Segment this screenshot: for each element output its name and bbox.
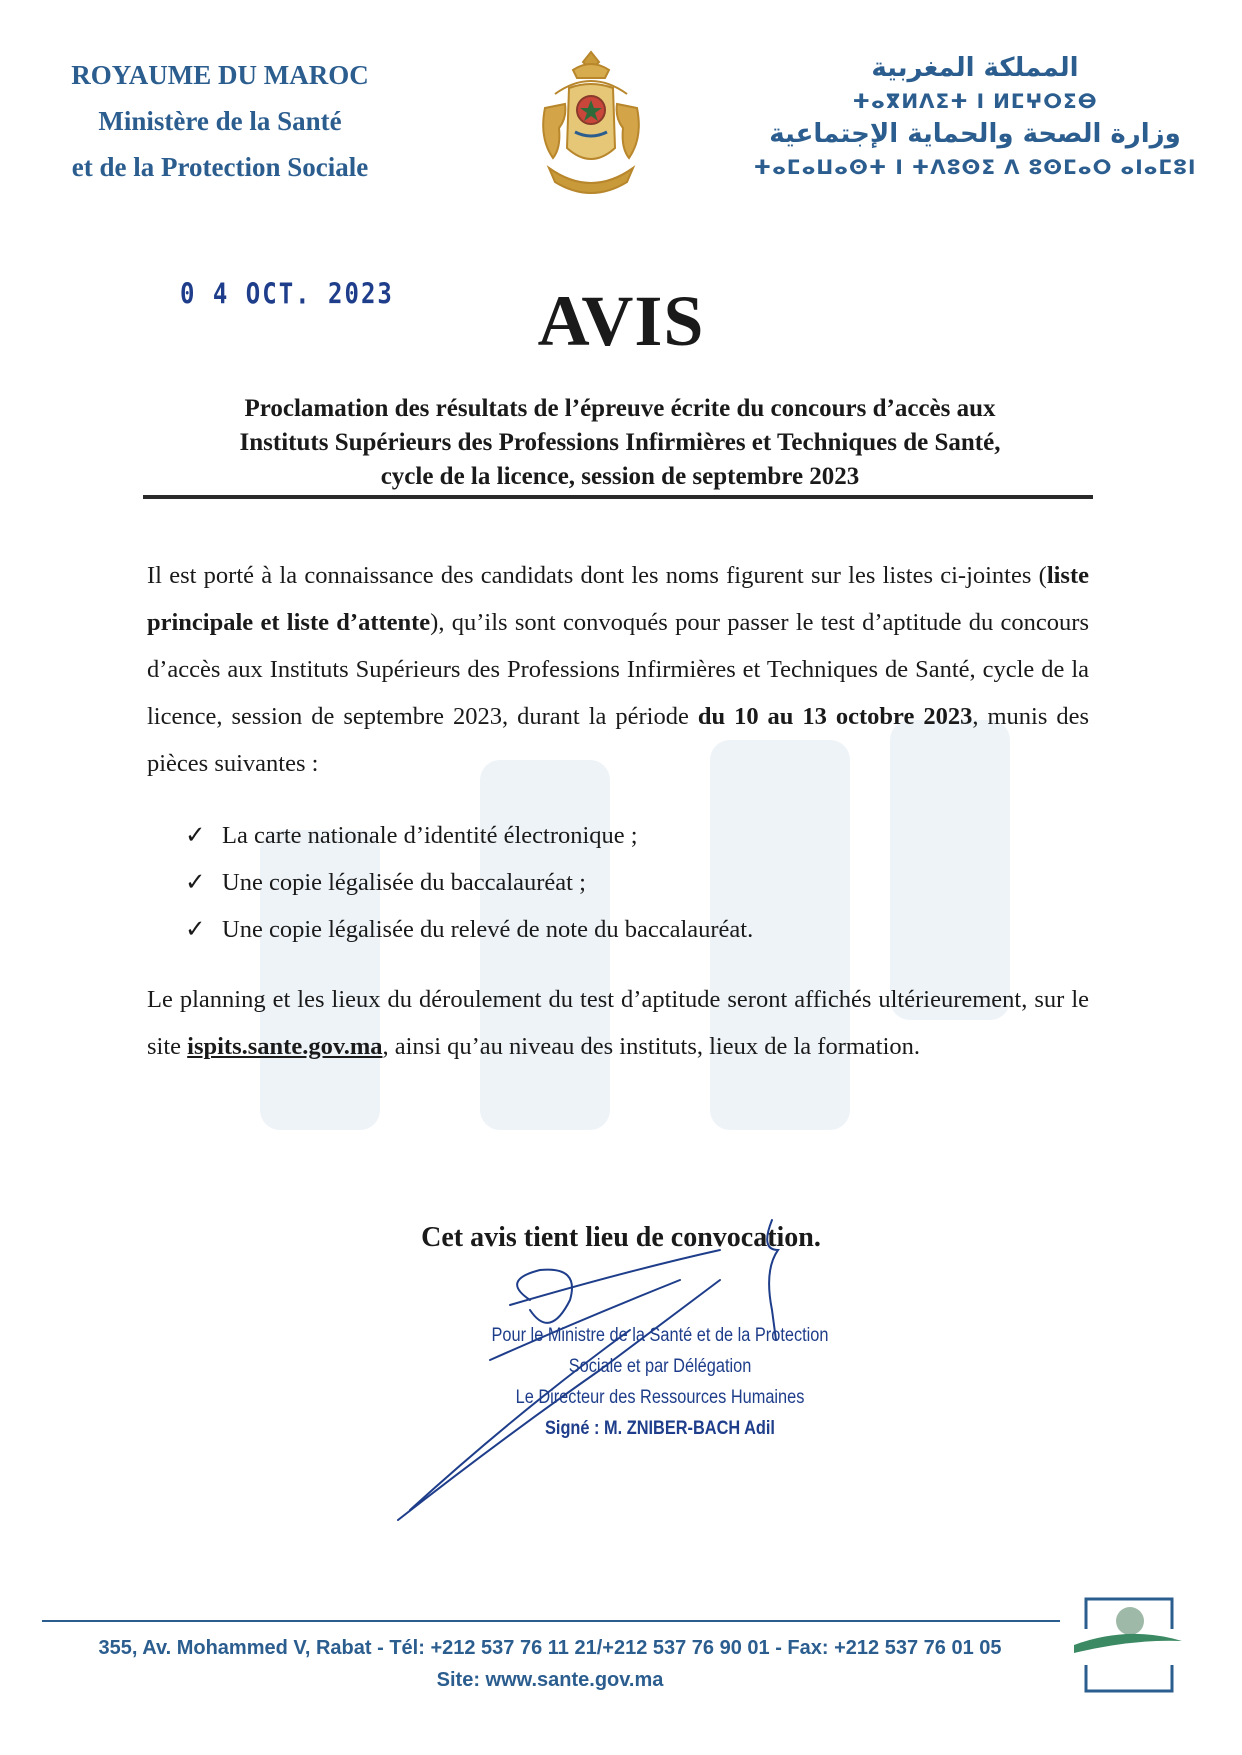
ministry-name-fr-line1: Ministère de la Santé [98, 106, 342, 136]
paragraph2-text-2: , ainsi qu’au niveau des instituts, lieux de la formation. [382, 1033, 921, 1060]
country-name-fr: ROYAUME DU MAROC [71, 60, 369, 90]
announcement-paragraph [147, 552, 1089, 787]
footer-divider [42, 1620, 1060, 1622]
paragraph1-bold-lists: liste principale et liste d’attente [147, 562, 1089, 636]
ministry-name-ar: وزارة الصحة والحماية الإجتماعية [769, 119, 1181, 149]
checkmark-icon: ✓ [185, 916, 206, 943]
subtitle-line1: Proclamation des résultats de l’épreuve écrite du concours d’accès aux [244, 395, 996, 422]
subtitle-line3: cycle de la licence, session de septembre 2023 [380, 463, 860, 490]
signature-line2: Sociale et par Délégation [568, 1356, 752, 1377]
header-arabic [740, 50, 1210, 182]
paragraph1-text-1: Il est porté à la connaissance des candidats dont les noms figurent sur les listes ci-jointes ( [147, 562, 1047, 589]
handwritten-signature [380, 1210, 880, 1540]
signatory-name: Signé : M. ZNIBER-BACH Adil [545, 1418, 775, 1439]
date-stamp: 0 4 OCT. 2023 [180, 277, 394, 311]
signature-line3: Le Directeur des Ressources Humaines [515, 1387, 805, 1408]
document-subtitle [140, 392, 1100, 494]
ministry-name-fr-line2: et de la Protection Sociale [71, 152, 369, 182]
header-french [30, 52, 410, 190]
ministry-name-tifinagh: ⵜⴰⵎⴰⵡⴰⵙⵜ ⵏ ⵜⴷⵓⵙⵉ ⴷ ⵓⵙⵎⴰⵔ ⴰⵏⴰⵎⵓⵏ [753, 155, 1197, 179]
paragraph1-bold-dates: du 10 au 13 octobre 2023 [697, 703, 973, 730]
page-title: AVIS [537, 281, 705, 361]
list-item-text: La carte nationale d’identité électronique ; [222, 822, 638, 849]
website-link[interactable]: ispits.sante.gov.ma [187, 1033, 383, 1060]
checkmark-icon: ✓ [185, 822, 206, 849]
checkmark-icon: ✓ [185, 869, 206, 896]
subtitle-line2: Instituts Supérieurs des Professions Infirmières et Techniques de Santé, [239, 429, 1001, 456]
list-item [185, 906, 753, 953]
paragraph1-text-2: ), qu’ils sont convoqués pour passer le test d’aptitude du concours d’accès aux Instituts Supérieurs des Professions Infirmières et Techniques de Santé, cycle de la licence, session de septembre 2023, durant la période [147, 609, 1089, 730]
planning-paragraph [147, 976, 1089, 1070]
list-item [185, 859, 753, 906]
list-item [185, 812, 753, 859]
list-item-text: Une copie légalisée du relevé de note du baccalauréat. [222, 916, 754, 943]
ministry-logo-icon [1072, 1595, 1184, 1695]
paragraph2-text-1: Le planning et les lieux du déroulement du test d’aptitude seront affichés ultérieurement, sur le site [147, 986, 1089, 1060]
convocation-note: Cet avis tient lieu de convocation. [421, 1222, 821, 1253]
required-documents-list [185, 812, 753, 953]
footer-website: Site: www.sante.gov.ma [436, 1669, 664, 1691]
signature-line1: Pour le Ministre de la Santé et de la Protection [491, 1325, 829, 1346]
coat-of-arms-emblem [535, 48, 647, 204]
country-name-ar: المملكة المغربية [871, 53, 1079, 83]
list-item-text: Une copie légalisée du baccalauréat ; [222, 869, 586, 896]
footer-address: 355, Av. Mohammed V, Rabat - Tél: +212 537 76 11 21/+212 537 76 90 01 - Fax: +212 537 76 01 05 [98, 1637, 1002, 1659]
subtitle-divider [143, 495, 1093, 499]
paragraph1-text-3: , munis des pièces suivantes : [147, 703, 1090, 777]
footer-contact [30, 1632, 1070, 1696]
country-name-tifinagh: ⵜⴰⴳⵍⴷⵉⵜ ⵏ ⵍⵎⵖⵔⵉⴱ [852, 89, 1098, 113]
